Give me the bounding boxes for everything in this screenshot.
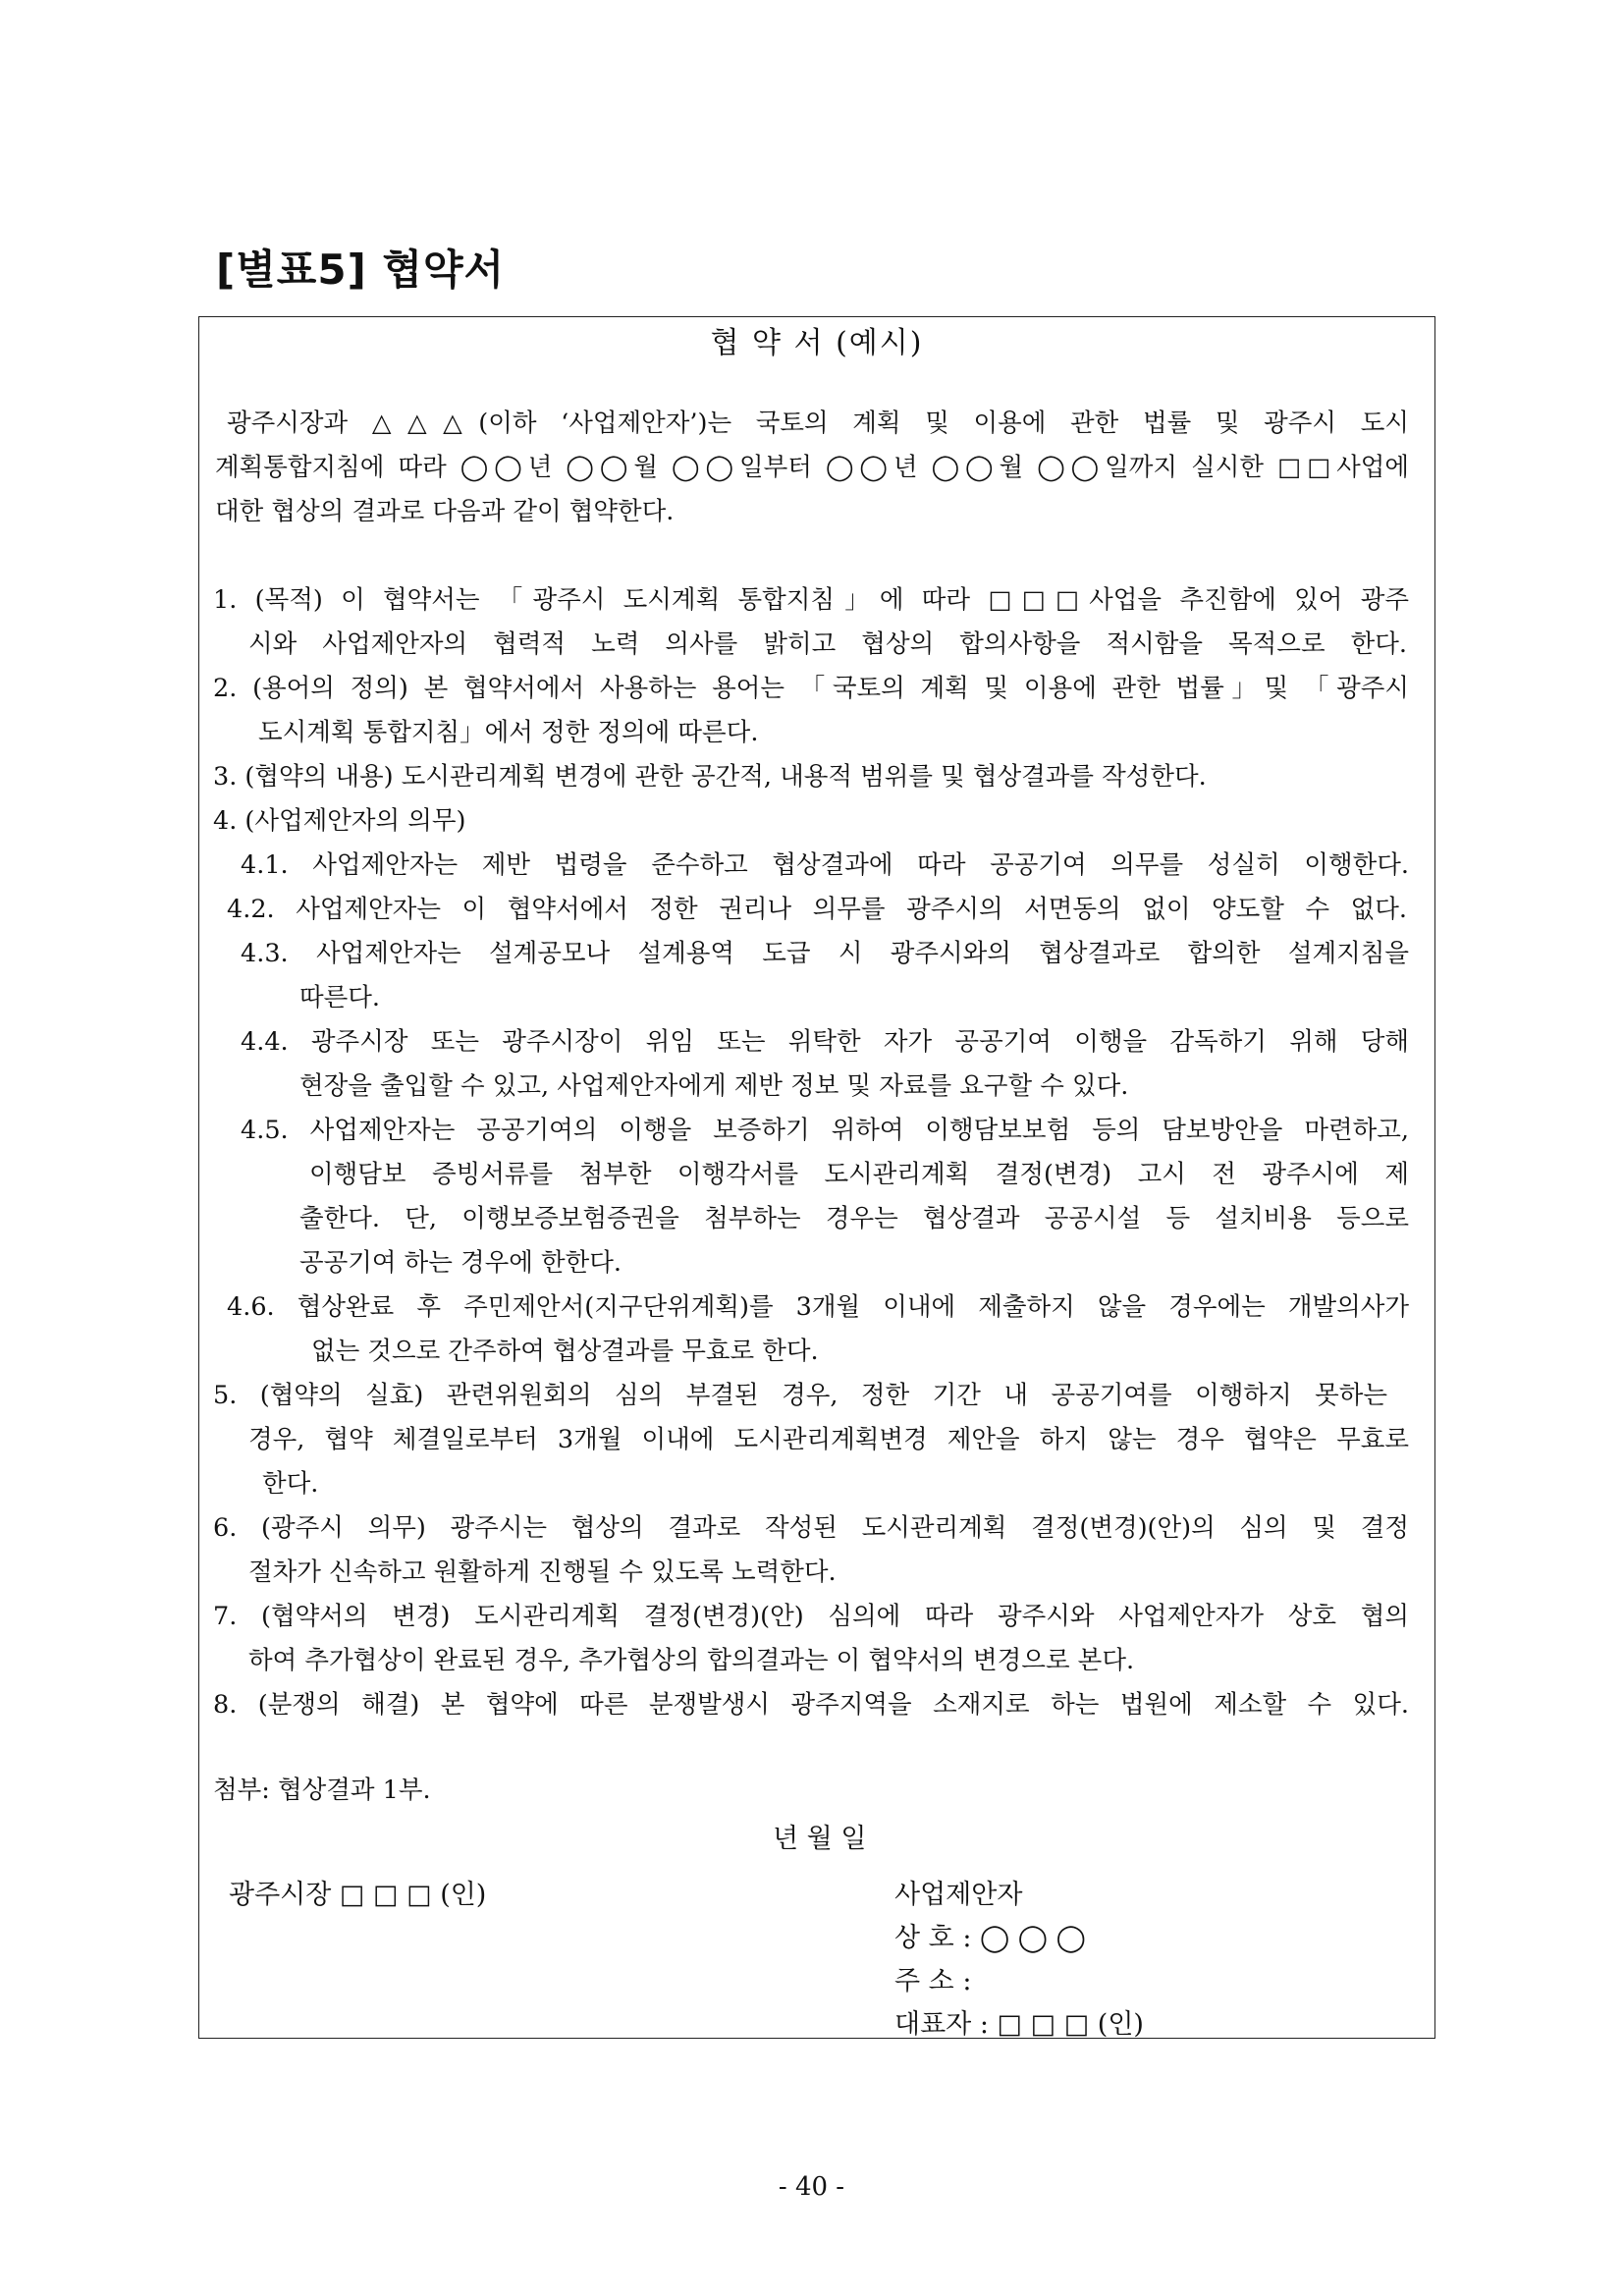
clause-line: 공공기여 하는 경우에 한한다.: [299, 1248, 622, 1278]
agreement-box: [198, 316, 1435, 2039]
company-name-line: 상 호 : ◯ ◯ ◯: [894, 1923, 1086, 1953]
clause-line: 2. (용어의 정의) 본 협약서에서 사용하는 용어는 「국토의 계획 및 이용에 관한 법률」및 「광주시: [213, 674, 1409, 703]
clause-line: 절차가 신속하고 원활하게 진행될 수 있도록 노력한다.: [248, 1558, 837, 1587]
clause-line: 1. (목적) 이 협약서는 「광주시 도시계획 통합지침」에 따라 □□□사업을 추진함에 있어 광주: [213, 585, 1409, 615]
clause-line: 현장을 출입할 수 있고, 사업제안자에게 제반 정보 및 자료를 요구할 수 있다.: [299, 1071, 1129, 1101]
clause-line: 없는 것으로 간주하여 협상결과를 무효로 한다.: [311, 1337, 819, 1366]
mayor-signature: 광주시장 □ □ □ (인): [229, 1880, 487, 1910]
clause-line: 8. (분쟁의 해결) 본 협약에 따른 분쟁발생시 광주지역을 소재지로 하는 법원에 제소할 수 있다.: [213, 1690, 1409, 1720]
page-heading: [별표5] 협약서: [216, 246, 506, 294]
clause-line: 4. (사업제안자의 의무): [213, 806, 466, 836]
clause-line: 따른다.: [299, 983, 381, 1012]
clause-line: 6. (광주시 의무) 광주시는 협상의 결과로 작성된 도시관리계획 결정(변경)(안)의 심의 및 결정: [213, 1513, 1409, 1543]
clause-line: 경우, 협약 체결일로부터 3개월 이내에 도시관리계획변경 제안을 하지 않는 경우 협약은 무효로: [248, 1425, 1409, 1454]
representative-line: 대표자 : □ □ □ (인): [894, 2009, 1144, 2040]
clause-line: 7. (협약서의 변경) 도시관리계획 결정(변경)(안) 심의에 따라 광주시와 사업제안자가 상호 협의: [213, 1602, 1409, 1631]
clause-line: 4.5. 사업제안자는 공공기여의 이행을 보증하기 위하여 이행담보보험 등의 담보방안을 마련하고,: [241, 1116, 1409, 1145]
proposer-label: 사업제안자: [894, 1880, 1023, 1910]
clause-line: 시와 사업제안자의 협력적 노력 의사를 밝히고 협상의 합의사항을 적시함을 목적으로 한다.: [248, 629, 1407, 659]
intro-line: 대한 협상의 결과로 다음과 같이 협약한다.: [215, 497, 675, 526]
clause-line: 하여 추가협상이 완료된 경우, 추가협상의 합의결과는 이 협약서의 변경으로 본다.: [248, 1646, 1135, 1675]
clause-line: 이행담보 증빙서류를 첨부한 이행각서를 도시관리계획 결정(변경) 고시 전 광주시에 제: [309, 1160, 1409, 1189]
date-line: 년 월 일: [773, 1824, 867, 1854]
address-line: 주 소 :: [894, 1966, 972, 1996]
clause-line: 출한다. 단, 이행보증보험증권을 첨부하는 경우는 협상결과 공공시설 등 설치비용 등으로: [299, 1204, 1409, 1233]
intro-line: 계획통합지침에 따라 ◯◯년 ◯◯월 ◯◯일부터 ◯◯년 ◯◯월 ◯◯일까지 실시한 □□사업에: [215, 453, 1409, 482]
agreement-title: 협 약 서 (예시): [710, 326, 924, 360]
clause-line: 도시계획 통합지침」에서 정한 정의에 따른다.: [258, 718, 759, 747]
clause-line: 3. (협약의 내용) 도시관리계획 변경에 관한 공간적, 내용적 범위를 및 협상결과를 작성한다.: [213, 762, 1207, 792]
intro-line: 광주시장과 △△△(이하 ‘사업제안자’)는 국토의 계획 및 이용에 관한 법률 및 광주시 도시: [227, 409, 1409, 438]
clause-line: 4.3. 사업제안자는 설계공모나 설계용역 도급 시 광주시와의 협상결과로 합의한 설계지침을: [241, 939, 1409, 968]
clause-line: 한다.: [262, 1469, 319, 1499]
clause-line: 5. (협약의 실효) 관련위원회의 심의 부결된 경우, 정한 기간 내 공공기여를 이행하지 못하는: [213, 1381, 1387, 1410]
page-number: - 40 -: [778, 2172, 845, 2202]
clause-line: 4.6. 협상완료 후 주민제안서(지구단위계획)를 3개월 이내에 제출하지 않을 경우에는 개발의사가: [227, 1292, 1409, 1322]
clause-line: 4.1. 사업제안자는 제반 법령을 준수하고 협상결과에 따라 공공기여 의무를 성실히 이행한다.: [241, 850, 1409, 880]
clause-line: 4.4. 광주시장 또는 광주시장이 위임 또는 위탁한 자가 공공기여 이행을 감독하기 위해 당해: [241, 1027, 1409, 1057]
clause-line: 4.2. 사업제안자는 이 협약서에서 정한 권리나 의무를 광주시의 서면동의 없이 양도할 수 없다.: [227, 895, 1407, 924]
attachment-note: 첨부: 협상결과 1부.: [213, 1776, 431, 1805]
